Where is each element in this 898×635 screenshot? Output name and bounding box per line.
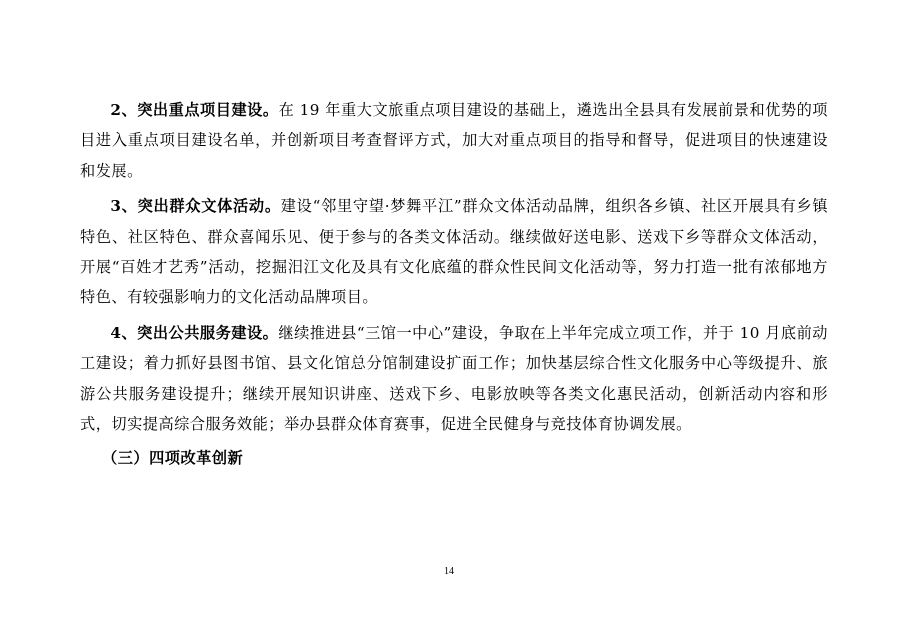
section-heading: （三）四项改革创新 bbox=[102, 449, 244, 468]
paragraph-public-services bbox=[80, 318, 828, 440]
paragraph-lead: 2、突出重点项目建设。 bbox=[110, 101, 279, 119]
paragraph-mass-activities bbox=[80, 191, 828, 313]
page-number: 14 bbox=[444, 566, 454, 577]
paragraph-text: 继续推进县“三馆一中心”建设，争取在上半年完成立项工作，并于 10 月底前动工建设；着力抓好县图书馆、县文化馆总分馆制建设扩面工作；加快基层综合性文化服务中心等级提升、旅游公共服务建设提升；继续开展知识讲座、送戏下乡、电影放映等各类文化惠民活动，创新活动内容和形式，切实提高综合服务效能；举办县群众体育赛事，促进全民健身与竞技体育协调发展。 bbox=[80, 323, 828, 434]
paragraph-text: 在 19 年重大文旅重点项目建设的基础上，遴选出全县具有发展前景和优势的项目进入重点项目建设名单，并创新项目考查督评方式，加大对重点项目的指导和督导，促进项目的快速建设和发展。 bbox=[80, 101, 828, 180]
document-body bbox=[80, 95, 828, 474]
paragraph-text: 建设“邻里守望·梦舞平江”群众文体活动品牌，组织各乡镇、社区开展具有乡镇特色、社区特色、群众喜闻乐见、便于参与的各类文体活动。继续做好送电影、送戏下乡等群众文体活动，开展“百姓才艺秀”活动，挖掘汨江文化及具有文化底蕴的群众性民间文化活动等，努力打造一批有浓郁地方特色、有较强影响力的文化活动品牌项目。 bbox=[80, 197, 829, 307]
paragraph-lead: 4、突出公共服务建设。 bbox=[110, 323, 279, 342]
paragraph-lead: 3、突出群众文体活动。 bbox=[110, 197, 281, 216]
paragraph-key-projects bbox=[80, 95, 828, 186]
